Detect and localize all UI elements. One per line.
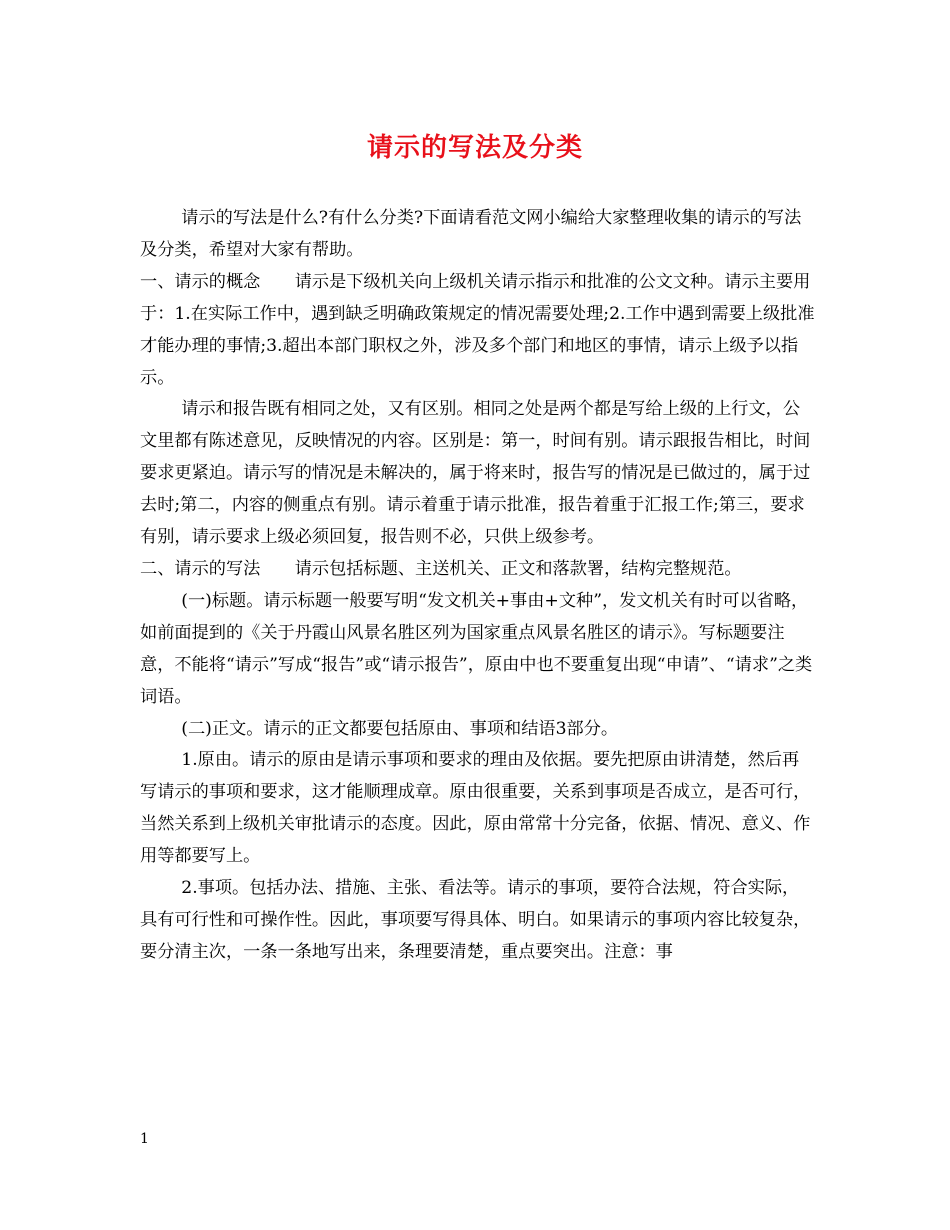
paragraph-reason: 1.原由。请示的原由是请示事项和要求的理由及依据。要先把原由讲清楚，然后再写请示的事项和要求，这才能顺理成章。原由很重要，关系到事项是否成立，是否可行，当然关系到上级机关审批请示的态度。因此，原由常常十分完备，依据、情况、意义、作用等都要写上。 — [140, 750, 811, 867]
paragraph-intro: 请示的写法是什么?有什么分类?下面请看范文网小编给大家整理收集的请示的写法及分类，希望对大家有帮助。 — [140, 208, 802, 260]
paragraph-concept: 一、请示的概念 请示是下级机关向上级机关请示指示和批准的公文文种。请示主要用于：1.在实际工作中，遇到缺乏明确政策规定的情况需要处理;2.工作中遇到需要上级批准才能办理的事情;3.超出本部门职权之外，涉及多个部门和地区的事情，请示上级予以指示。 — [140, 271, 815, 388]
page-number: 1 — [140, 1131, 149, 1147]
paragraph-comparison: 请示和报告既有相同之处，又有区别。相同之处是两个都是写给上级的上行文，公文里都有陈述意见，反映情况的内容。区别是：第一，时间有别。请示跟报告相比，时间要求更紧迫。请示写的情况是未解决的，属于将来时，报告写的情况是已做过的，属于过去时;第二，内容的侧重点有别。请示着重于请示批准，报告着重于汇报工作;第三，要求有别，请示要求上级必须回复，报告则不必，只供上级参考。 — [140, 399, 811, 548]
paragraph-writing-method: 二、请示的写法 请示包括标题、主送机关、正文和落款署，结构完整规范。 — [140, 558, 742, 579]
document-body — [140, 203, 816, 969]
paragraph-matters: 2.事项。包括办法、措施、主张、看法等。请示的事项，要符合法规，符合实际，具有可行性和可操作性。因此，事项要写得具体、明白。如果请示的事项内容比较复杂，要分清主次，一条一条地写出来，条理要清楚，重点要突出。注意：事 — [140, 878, 811, 962]
paragraph-title-section: (一)标题。请示标题一般要写明“发文机关+事由+文种”，发文机关有时可以省略，如前面提到的《关于丹霞山风景名胜区列为国家重点风景名胜区的请示》。写标题要注意，不能将“请示”写成“报告”或“请示报告”，原由中也不要重复出现“申请”、“请求”之类词语。 — [140, 590, 813, 707]
paragraph-body-section: (二)正文。请示的正文都要包括原由、事项和结语3部分。 — [181, 718, 619, 739]
document-title: 请示的写法及分类 — [366, 133, 583, 163]
